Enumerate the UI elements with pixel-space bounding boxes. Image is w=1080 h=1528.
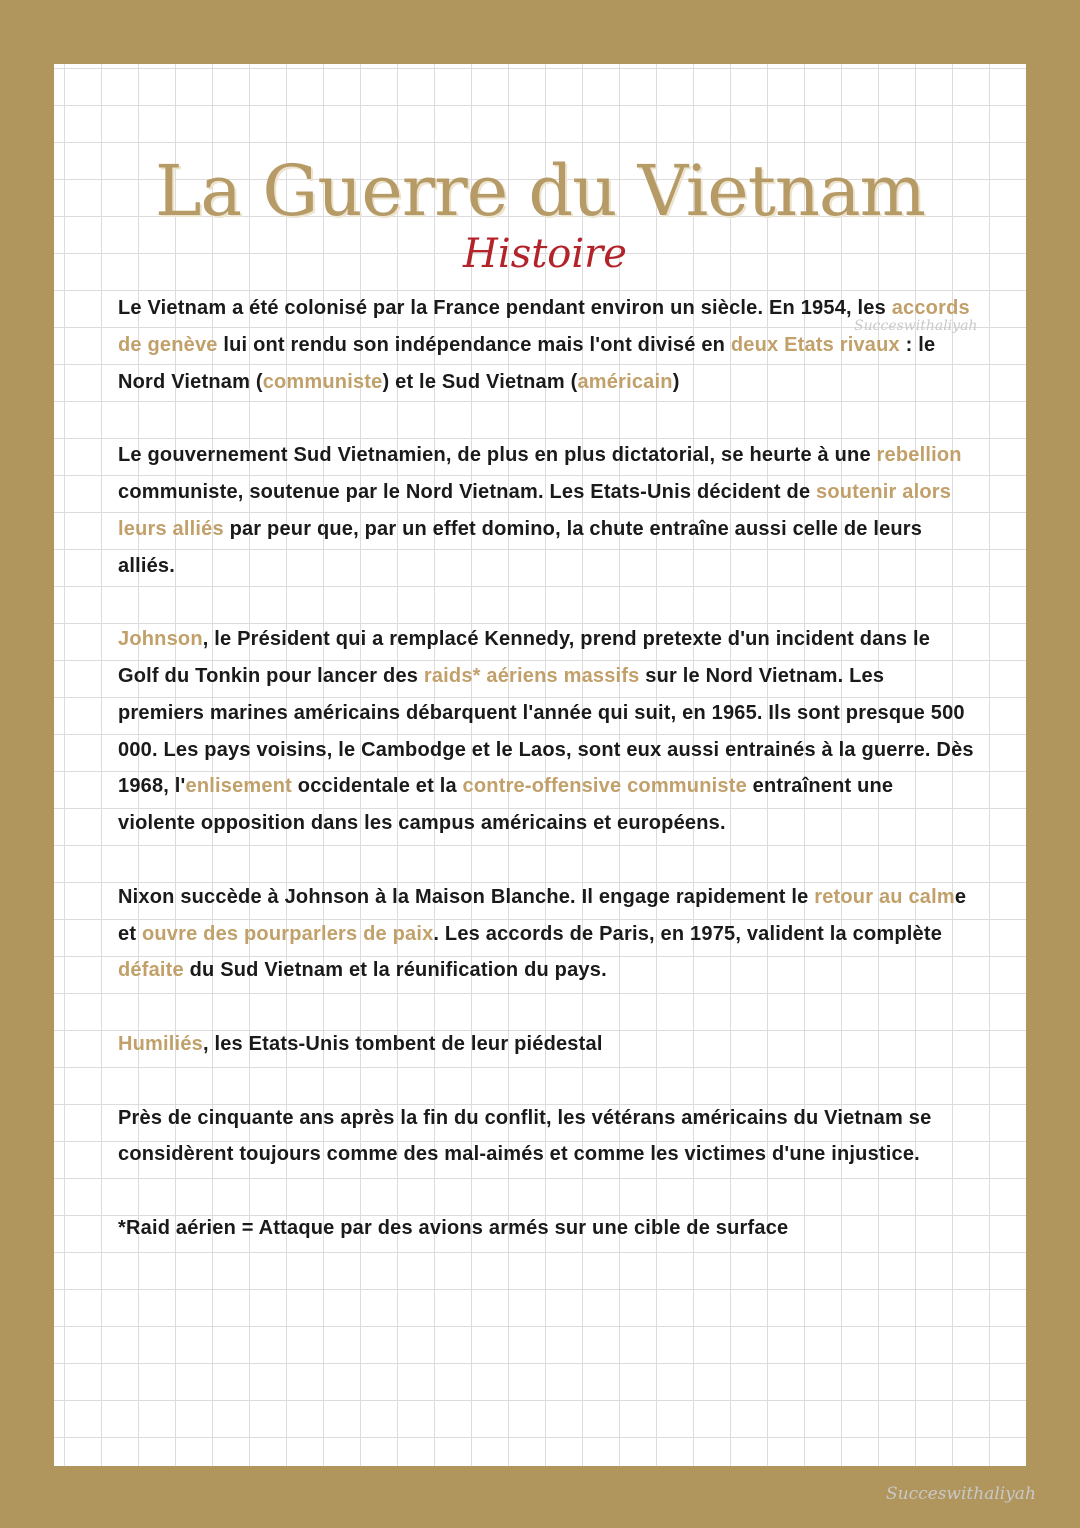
highlighted-term: communiste xyxy=(262,370,383,393)
text-segment: occidentale et la xyxy=(292,775,463,798)
highlighted-term: raids* aériens massifs xyxy=(423,664,640,687)
text-segment: lui ont rendu son indépendance mais l'ont divisé en xyxy=(217,333,731,356)
paragraph-nixon xyxy=(118,879,976,989)
text-segment: *Raid aérien = Attaque par des avions armés sur une cible de surface xyxy=(118,1216,789,1239)
text-segment: , le Président qui a remplacé Kennedy, prend pretexte d'un incident dans le Golf du Tonkin pour lancer des xyxy=(118,628,931,687)
highlighted-term: ouvre des pourparlers de paix xyxy=(141,922,434,945)
highlighted-term: rebellion xyxy=(876,444,962,467)
watermark-top: Succeswithaliyah xyxy=(854,318,978,334)
text-segment: du Sud Vietnam et la réunification du pays. xyxy=(183,959,607,982)
text-segment: sur le Nord Vietnam. Les premiers marines américains débarquent l'année qui suit, en 1965. Ils sont presque 500 000. Les pays voisins, le Cambodge et le Laos, sont eux aussi entrainés à la guerre. Dès 1968, l' xyxy=(118,664,974,798)
text-segment: Près de cinquante ans après la fin du conflit, les vétérans américains du Vietnam se considèrent toujours comme des mal-aimés et comme les victimes d'une injustice. xyxy=(118,1106,932,1166)
highlighted-term: enlisement xyxy=(185,775,293,798)
text-segment: Le gouvernement Sud Vietnamien, de plus en plus dictatorial, se heurte à une xyxy=(118,444,877,467)
paragraph-humiliation xyxy=(118,1026,976,1063)
highlighted-term: Johnson xyxy=(118,628,203,651)
highlighted-term: américain xyxy=(577,370,673,393)
page-title: La Guerre du Vietnam xyxy=(154,150,926,232)
text-segment: . Les accords de Paris, en 1975, valident la complète xyxy=(433,922,943,945)
text-segment: Le Vietnam a été colonisé par la France pendant environ un siècle. En 1954, les xyxy=(118,297,892,319)
text-segment: : le Nord Vietnam ( xyxy=(118,333,936,393)
text-segment: par peur que, par un effet domino, la chute entraîne aussi celle de leurs alliés. xyxy=(118,517,923,577)
paragraph-colonisation xyxy=(118,290,976,400)
highlighted-term: défaite xyxy=(118,959,184,982)
page-subtitle: Histoire xyxy=(463,231,627,277)
text-segment: ) et le Sud Vietnam ( xyxy=(382,370,578,393)
highlighted-term: retour au calm xyxy=(814,885,955,908)
highlighted-term: accords de genève xyxy=(118,297,970,356)
text-segment: communiste, soutenue par le Nord Vietnam. Les Etats-Unis décident de xyxy=(118,480,817,503)
watermark-bottom: Succeswithaliyah xyxy=(886,1484,1036,1504)
paragraph-johnson xyxy=(118,621,976,842)
paragraph-footnote xyxy=(118,1210,976,1247)
highlighted-term: contre-offensive communiste xyxy=(462,775,747,798)
highlighted-term: soutenir alors leurs alliés xyxy=(118,480,952,540)
text-segment: ) xyxy=(672,370,680,393)
text-segment: entraînent une violente opposition dans les campus américains et européens. xyxy=(118,775,894,835)
highlighted-term: Humiliés xyxy=(118,1032,203,1055)
body-text xyxy=(118,290,976,1284)
text-segment: , les Etats-Unis tombent de leur piédestal xyxy=(202,1032,603,1055)
paragraph-veterans xyxy=(118,1100,976,1174)
paragraph-rebellion xyxy=(118,437,976,584)
text-segment: e et xyxy=(118,885,967,945)
text-segment: Nixon succède à Johnson à la Maison Blanche. Il engage rapidement le xyxy=(118,885,815,908)
highlighted-term: deux Etats rivaux xyxy=(730,333,900,356)
